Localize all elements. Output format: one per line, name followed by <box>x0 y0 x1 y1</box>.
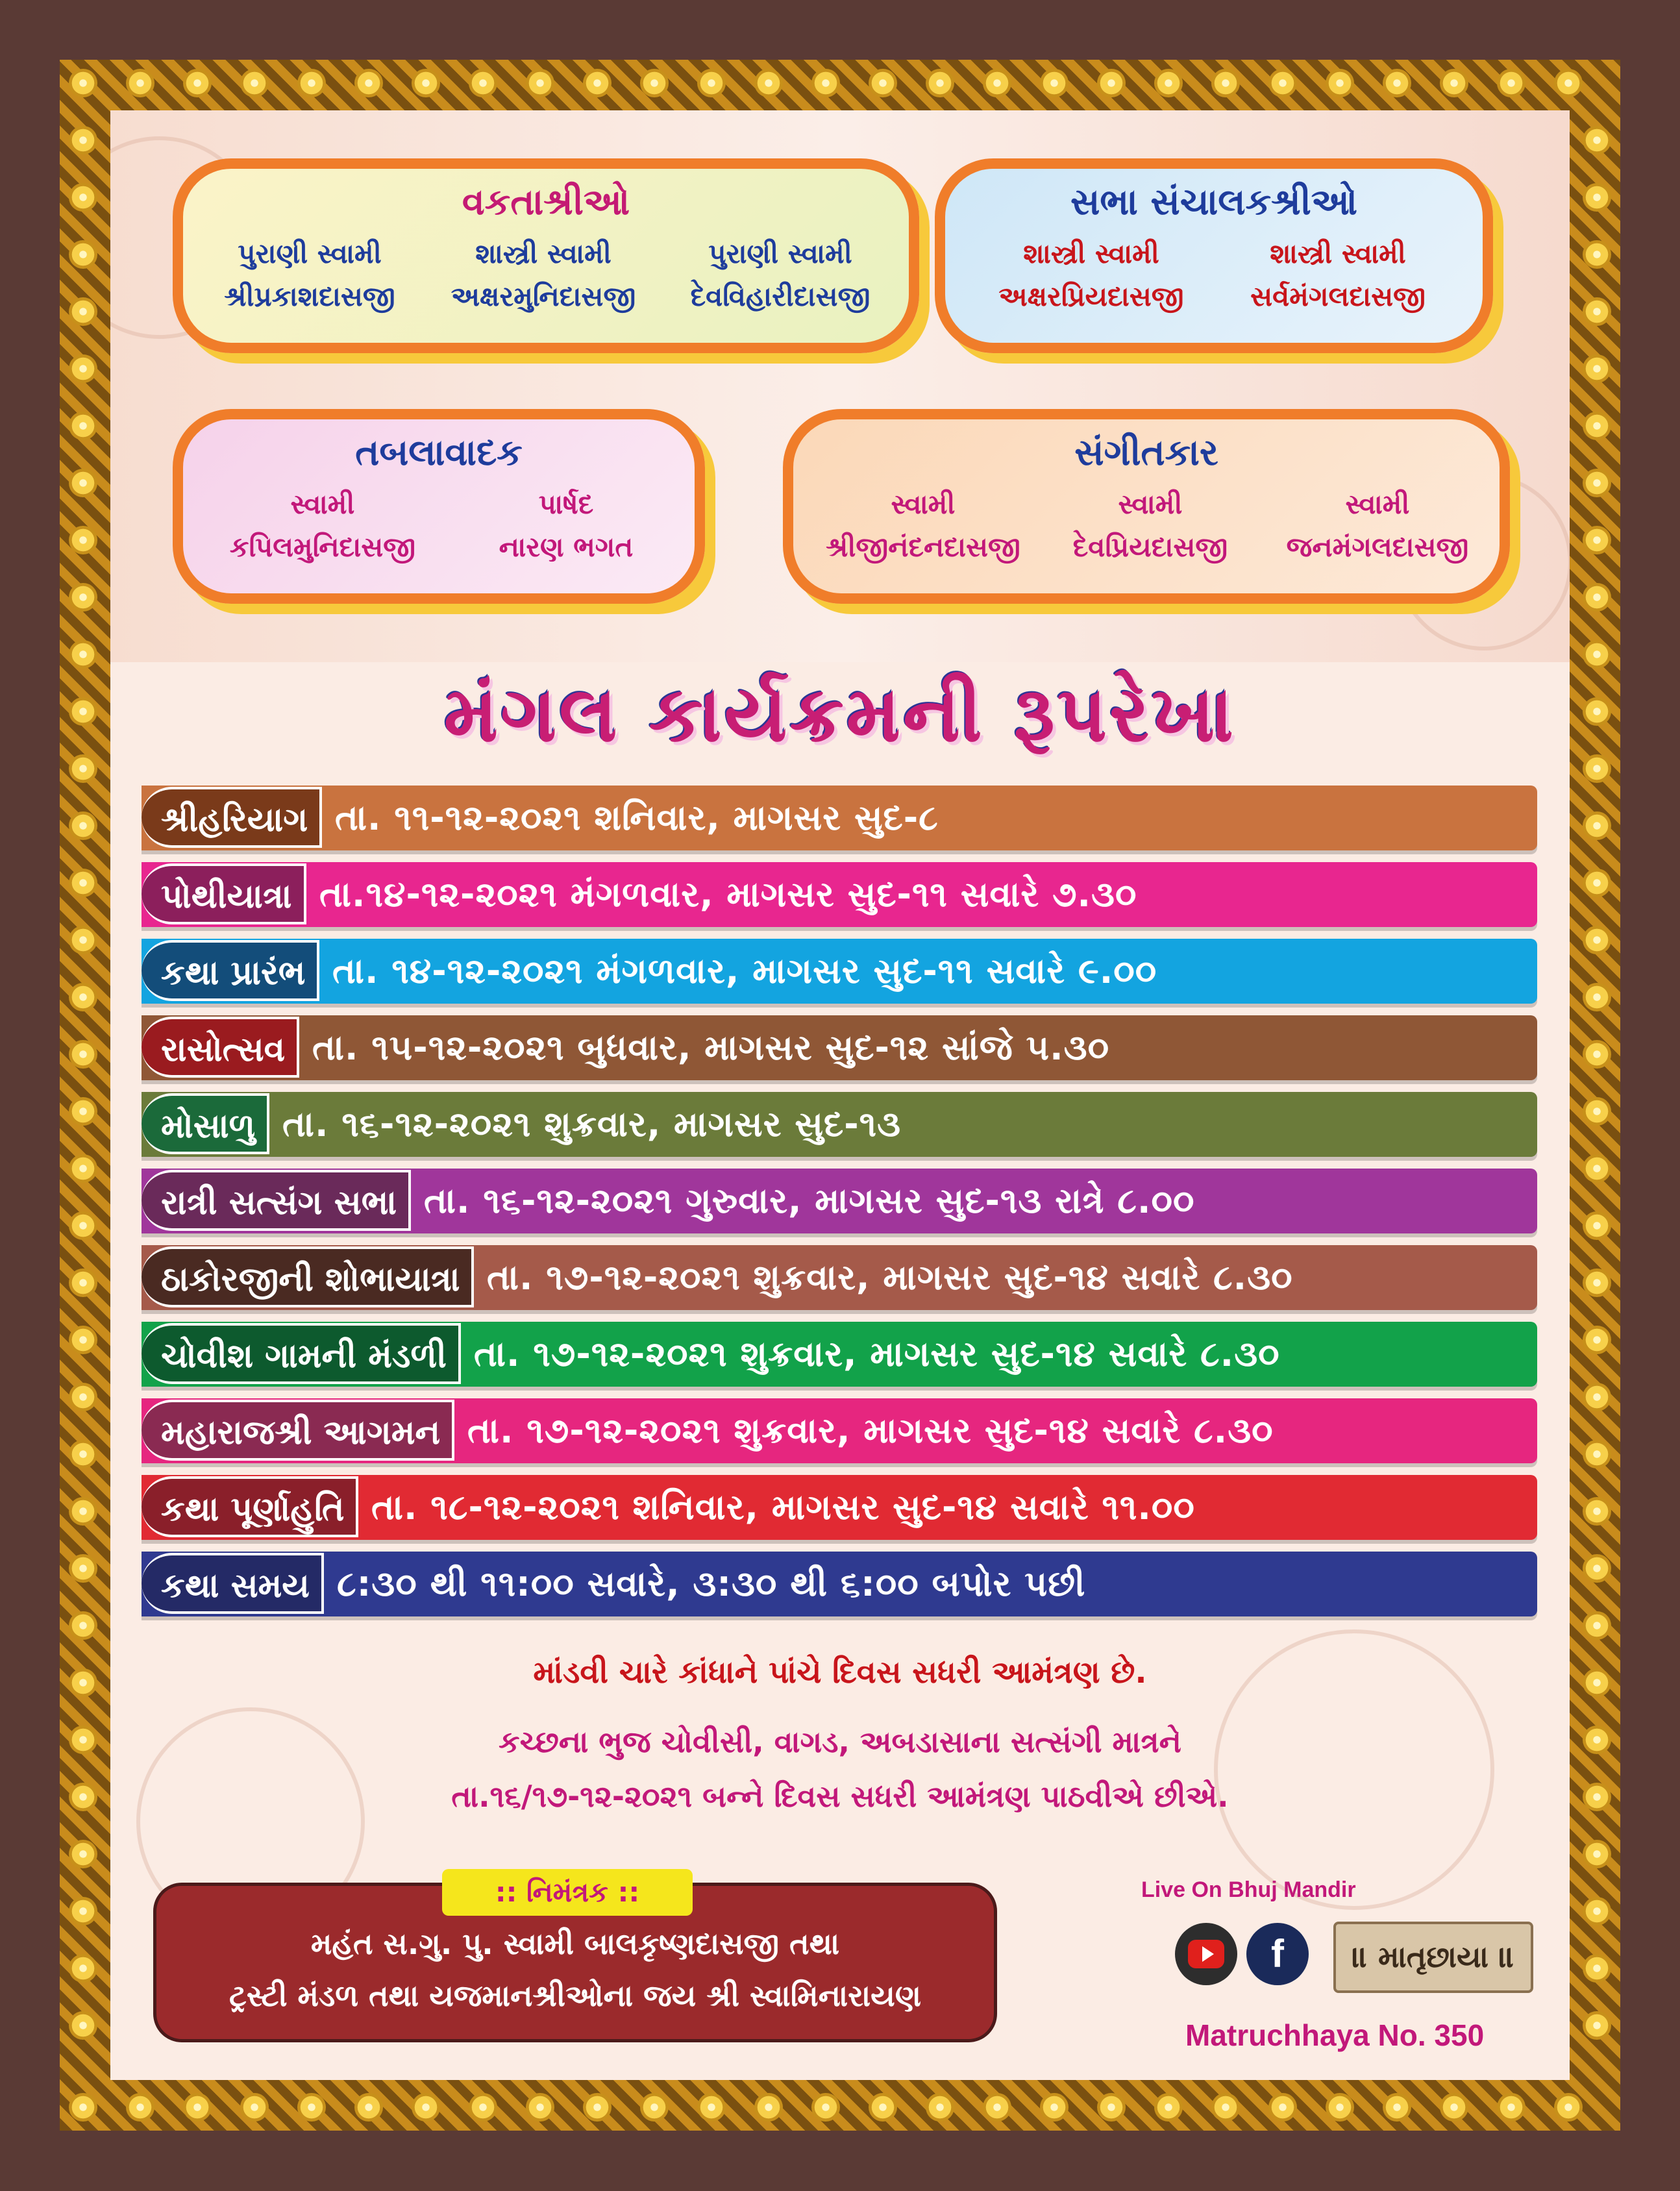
frame-flower <box>1440 69 1468 97</box>
musician-3-name: જનમંગલદાસજી <box>1286 531 1469 563</box>
frame-flower <box>69 2093 97 2122</box>
frame-flower <box>69 1269 97 1297</box>
musician-2-name: દેવપ્રિયદાસજી <box>1072 531 1228 563</box>
frame-flower <box>240 69 269 97</box>
frame-flower <box>1583 926 1611 954</box>
frame-flower <box>697 69 726 97</box>
frame-flower <box>69 69 97 97</box>
frame-flower <box>583 69 611 97</box>
frame-flower <box>869 2093 897 2122</box>
frame-flower <box>1211 69 1240 97</box>
frame-flower <box>1097 69 1126 97</box>
tabla-player-1 <box>203 483 443 569</box>
frame-flower <box>983 69 1011 97</box>
musician-3 <box>1261 483 1494 569</box>
frame-flower <box>69 1840 97 1868</box>
convener-2-title: શાસ્ત્રી સ્વામી <box>1270 238 1406 269</box>
speaker-2-name: અક્ષરમુનિદાસજી <box>451 280 636 312</box>
row-text: તા. ૧૪-૧૨-૨૦૨૧ મંગળવાર, માગસર સુદ-૧૧ સવારે ૯.૦૦ <box>332 950 1157 991</box>
frame-flower <box>526 69 554 97</box>
music-title: સંગીતકાર <box>1074 431 1218 474</box>
row-text: ૮:૩૦ થી ૧૧:૦૦ સવારે, ૩:૩૦ થી ૬:૦૦ બપોર પછી <box>337 1563 1086 1604</box>
conveners-panel <box>935 158 1493 353</box>
speakers-title: વકતાશ્રીઓ <box>462 180 630 223</box>
frame-flower <box>69 1383 97 1411</box>
frame-flower <box>69 983 97 1011</box>
schedule-row-5 <box>142 1092 1537 1157</box>
frame-flower <box>69 583 97 612</box>
frame-flower <box>69 2011 97 2040</box>
facebook-icon[interactable] <box>1246 1923 1309 1985</box>
frame-flower <box>69 240 97 269</box>
frame-flower <box>69 183 97 212</box>
schedule-row-6 <box>142 1169 1537 1233</box>
musician-2-title: સ્વામી <box>1118 488 1183 520</box>
frame-flower <box>240 2093 269 2122</box>
row-label: મહારાજશ્રી આગમન <box>142 1400 454 1461</box>
row-label: રાસોત્સવ <box>142 1017 299 1078</box>
row-label: કથા પૂર્ણાહુતિ <box>142 1476 358 1537</box>
speaker-3-title: પુરાણી સ્વામી <box>708 238 852 269</box>
frame-flower <box>126 69 154 97</box>
musician-3-title: સ્વામી <box>1345 488 1410 520</box>
frame-flower <box>1583 1154 1611 1183</box>
row-text: તા. ૧૭-૧૨-૨૦૨૧ શુક્રવાર, માગસર સુદ-૧૪ સવારે ૮.૩૦ <box>474 1333 1280 1374</box>
frame-flower <box>1583 1211 1611 1240</box>
invitation-line-2: કચ્છના ભુજ ચોવીસી, વાગડ, અબડાસાના સત્સંગી માત્રને <box>499 1724 1181 1759</box>
frame-flower <box>69 354 97 383</box>
schedule-row-4 <box>142 1015 1537 1080</box>
speaker-3-name: દેવવિહારીદાસજી <box>690 280 871 312</box>
frame-flower <box>69 1154 97 1183</box>
row-label: કથા પ્રારંભ <box>142 940 319 1001</box>
youtube-triangle <box>1202 1946 1214 1962</box>
row-text: તા. ૧૧-૧૨-૨૦૨૧ શનિવાર, માગસર સુદ-૮ <box>335 797 939 838</box>
frame-flower <box>1554 2093 1583 2122</box>
musician-1-name: શ્રીજીનંદનદાસજી <box>826 531 1020 563</box>
frame-flower <box>811 69 840 97</box>
schedule-row-1 <box>142 786 1537 850</box>
frame-flower <box>69 926 97 954</box>
row-label: રાત્રી સત્સંગ સભા <box>142 1170 411 1231</box>
youtube-icon[interactable] <box>1175 1923 1237 1985</box>
frame-flower <box>69 1668 97 1697</box>
inviter-tag: :: નિમંત્રક :: <box>442 1869 693 1916</box>
frame-flower <box>1583 469 1611 497</box>
frame-flower <box>412 69 440 97</box>
frame-flower <box>1583 640 1611 669</box>
frame-flower <box>69 412 97 440</box>
tabla-panel <box>173 409 705 604</box>
frame-flower <box>1040 2093 1069 2122</box>
frame-flower <box>297 2093 326 2122</box>
frame-flower <box>1583 1783 1611 1811</box>
frame-flower <box>69 1040 97 1069</box>
frame-flower <box>1583 2011 1611 2040</box>
speaker-3 <box>663 232 897 318</box>
live-label: Live On Bhuj Mandir <box>1141 1877 1356 1902</box>
frame-flower <box>1583 1954 1611 1983</box>
convener-1-title: શાસ્ત્રી સ્વામી <box>1023 238 1159 269</box>
frame-flower <box>1583 754 1611 783</box>
row-text: તા. ૧૬-૧૨-૨૦૨૧ ગુરુવાર, માગસર સુદ-૧૩ રાત્રે ૮.૦૦ <box>424 1180 1195 1221</box>
frame-flower <box>69 469 97 497</box>
tabla-player-2-title: પાર્ષદ <box>538 488 594 520</box>
frame-flower <box>69 126 97 155</box>
row-label: ઠાકોરજીની શોભાયાત્રા <box>142 1246 474 1307</box>
frame-flower <box>640 69 669 97</box>
issue-number: Matruchhaya No. 350 <box>1185 2018 1485 2052</box>
frame-flower <box>1583 983 1611 1011</box>
schedule-row-9 <box>142 1398 1537 1463</box>
frame-flower <box>469 2093 497 2122</box>
frame-flower <box>1554 69 1583 97</box>
frame-flower <box>126 2093 154 2122</box>
frame-flower <box>354 2093 383 2122</box>
schedule-row-10 <box>142 1475 1537 1540</box>
frame-flower <box>297 69 326 97</box>
frame-flower <box>1583 183 1611 212</box>
frame-flower <box>69 1211 97 1240</box>
frame-flower <box>1211 2093 1240 2122</box>
frame-flower <box>183 69 212 97</box>
frame-flower <box>69 1554 97 1583</box>
frame-flower <box>1583 1840 1611 1868</box>
frame-flower <box>1583 1326 1611 1354</box>
frame-flower <box>69 1611 97 1640</box>
frame-flower <box>1440 2093 1468 2122</box>
speaker-2-title: શાસ્ત્રી સ્વામી <box>475 238 611 269</box>
schedule-heading: મંગલ કાર્યક્રમની રૂપરેખા <box>443 669 1237 759</box>
tabla-title: તબલાવાદક <box>355 431 523 474</box>
frame-flower <box>69 1440 97 1468</box>
tabla-player-2-name: નારણ ભગત <box>499 531 634 563</box>
inviter-line-1: મહંત સ.ગુ. પુ. સ્વામી બાલકૃષ્ણદાસજી તથા <box>310 1926 840 1961</box>
frame-flower <box>1326 2093 1354 2122</box>
conveners-title: સભા સંચાલકશ્રીઓ <box>1070 180 1358 223</box>
frame-flower <box>1583 1668 1611 1697</box>
schedule-row-3 <box>142 939 1537 1004</box>
speakers-panel <box>173 158 919 353</box>
convener-1-name: અક્ષરપ્રિયદાસજી <box>998 280 1184 312</box>
frame-flower <box>1383 69 1411 97</box>
frame-flower <box>1383 2093 1411 2122</box>
frame-flower <box>1583 1383 1611 1411</box>
frame-flower <box>69 811 97 840</box>
frame-flower <box>983 2093 1011 2122</box>
frame-flower <box>1268 2093 1297 2122</box>
frame-flower <box>1583 240 1611 269</box>
frame-flower <box>69 869 97 897</box>
tabla-player-2 <box>449 483 683 569</box>
frame-flower <box>926 69 954 97</box>
convener-2-name: સર્વમંગલદાસજી <box>1250 280 1426 312</box>
frame-flower <box>69 1726 97 1754</box>
frame-flower <box>1154 2093 1183 2122</box>
row-text: તા. ૧૭-૧૨-૨૦૨૧ શુક્રવાર, માગસર સુદ-૧૪ સવારે ૮.૩૦ <box>487 1257 1293 1298</box>
frame-flower <box>869 69 897 97</box>
frame-flower <box>1583 1440 1611 1468</box>
frame-flower <box>1497 69 1526 97</box>
frame-flower <box>469 69 497 97</box>
frame-flower <box>1583 1897 1611 1925</box>
frame-flower <box>1154 69 1183 97</box>
schedule-row-2 <box>142 862 1537 927</box>
row-text: તા. ૧૫-૧૨-૨૦૨૧ બુધવાર, માગસર સુદ-૧૨ સાંજે ૫.૩૦ <box>312 1027 1110 1068</box>
frame-flower <box>526 2093 554 2122</box>
frame-flower <box>1583 1269 1611 1297</box>
matruchhaya-logo: ॥ માતૃછાયા ॥ <box>1333 1922 1533 1993</box>
frame-flower <box>1583 297 1611 326</box>
schedule-row-8 <box>142 1322 1537 1387</box>
frame-flower <box>1583 583 1611 612</box>
frame-flower <box>1583 811 1611 840</box>
frame-flower <box>1583 1097 1611 1126</box>
frame-flower <box>69 1897 97 1925</box>
invitation-line-1: માંડવી ચારે કાંધાને પાંચે દિવસ સધરી આમંત્રણ છે. <box>533 1654 1147 1690</box>
musician-1-title: સ્વામી <box>891 488 956 520</box>
speaker-1-name: શ્રીપ્રકાશદાસજી <box>224 280 395 312</box>
frame-flower <box>69 697 97 726</box>
frame-flower <box>1583 869 1611 897</box>
row-text: તા. ૧૬-૧૨-૨૦૨૧ શુક્રવાર, માગસર સુદ-૧૩ <box>282 1104 902 1145</box>
frame-flower <box>69 1954 97 1983</box>
frame-flower <box>1326 69 1354 97</box>
frame-flower <box>1268 69 1297 97</box>
musician-2 <box>1040 483 1261 569</box>
schedule-row-11 <box>142 1552 1537 1616</box>
frame-flower <box>69 1326 97 1354</box>
speaker-2 <box>430 232 657 318</box>
frame-flower <box>412 2093 440 2122</box>
content-area <box>110 110 1570 2080</box>
frame-flower <box>1583 412 1611 440</box>
frame-flower <box>1583 1611 1611 1640</box>
row-label: પોથીયાત્રા <box>142 863 306 924</box>
frame-flower <box>754 69 783 97</box>
inviter-box <box>153 1876 997 2042</box>
convener-1 <box>971 232 1211 318</box>
frame-flower <box>183 2093 212 2122</box>
frame-flower <box>926 2093 954 2122</box>
frame-flower <box>1040 69 1069 97</box>
frame-flower <box>1497 2093 1526 2122</box>
row-text: તા. ૧૭-૧૨-૨૦૨૧ શુક્રવાર, માગસર સુદ-૧૪ સવારે ૮.૩૦ <box>467 1410 1274 1451</box>
frame-flower <box>1583 1497 1611 1526</box>
frame-flower <box>1097 2093 1126 2122</box>
row-text: તા. ૧૮-૧૨-૨૦૨૧ શનિવાર, માગસર સુદ-૧૪ સવારે ૧૧.૦૦ <box>371 1487 1195 1528</box>
frame-flower <box>583 2093 611 2122</box>
tabla-player-1-name: કપિલમુનિદાસજી <box>229 531 416 563</box>
frame-flower <box>69 1097 97 1126</box>
row-label: ચોવીશ ગામની મંડળી <box>142 1323 461 1384</box>
frame-flower <box>69 297 97 326</box>
frame-flower <box>1583 1554 1611 1583</box>
frame-flower <box>69 754 97 783</box>
row-text: તા.૧૪-૧૨-૨૦૨૧ મંગળવાર, માગસર સુદ-૧૧ સવારે ૭.૩૦ <box>319 874 1137 915</box>
frame-flower <box>1583 354 1611 383</box>
inviter-line-2: ટ્રસ્ટી મંડળ તથા યજમાનશ્રીઓના જય શ્રી સ્વામિનારાયણ <box>229 1978 921 2013</box>
frame-flower <box>1583 697 1611 726</box>
frame-flower <box>1583 1726 1611 1754</box>
frame-flower <box>1583 126 1611 155</box>
frame-flower <box>697 2093 726 2122</box>
facebook-glyph: f <box>1271 1932 1284 1975</box>
frame-flower <box>1583 1040 1611 1069</box>
frame-flower <box>754 2093 783 2122</box>
schedule-row-7 <box>142 1245 1537 1310</box>
frame-flower <box>1583 526 1611 554</box>
frame-flower <box>69 640 97 669</box>
tabla-player-1-title: સ્વામી <box>290 488 355 520</box>
frame-flower <box>69 526 97 554</box>
frame-flower <box>69 1497 97 1526</box>
music-panel <box>783 409 1510 604</box>
speaker-1 <box>196 232 423 318</box>
row-label: શ્રીહરિયાગ <box>142 787 322 848</box>
frame-flower <box>354 69 383 97</box>
frame-flower <box>811 2093 840 2122</box>
musician-1 <box>806 483 1040 569</box>
frame-flower <box>69 1783 97 1811</box>
row-label: કથા સમય <box>142 1553 324 1614</box>
frame-flower <box>640 2093 669 2122</box>
speaker-1-title: પુરાણી સ્વામી <box>238 238 382 269</box>
invitation-line-3: તા.૧૬/૧૭-૧૨-૨૦૨૧ બન્ને દિવસ સધરી આમંત્રણ પાઠવીએ છીએ. <box>451 1779 1229 1814</box>
row-label: મોસાળુ <box>142 1093 269 1154</box>
convener-2 <box>1218 232 1458 318</box>
